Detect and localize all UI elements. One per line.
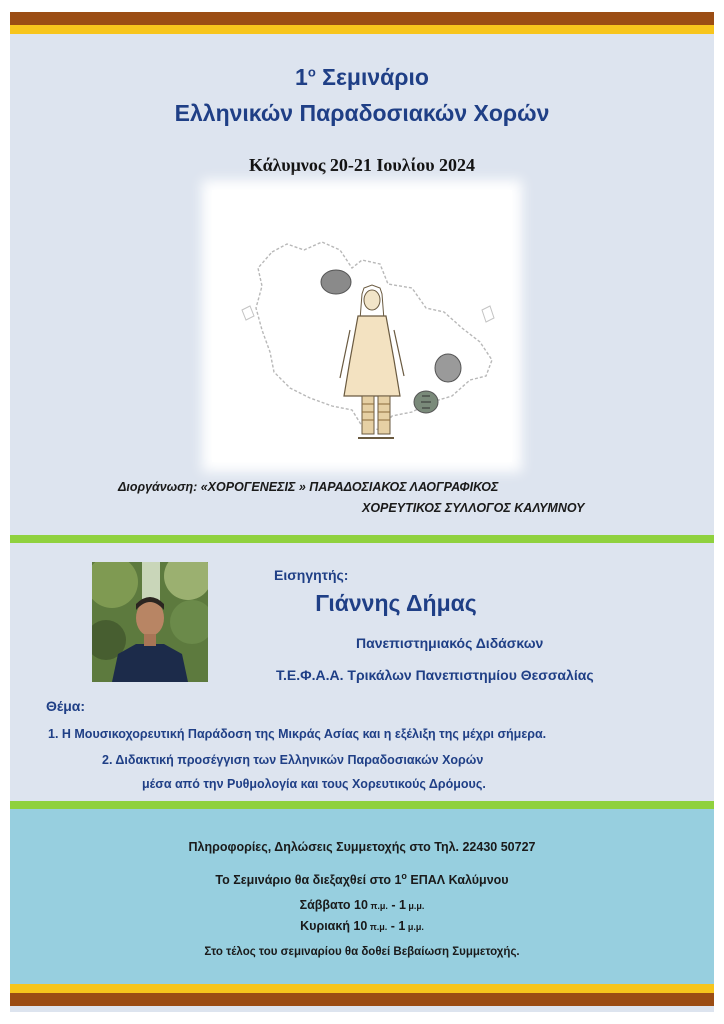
costume-map-illustration — [212, 190, 512, 462]
bottom-yellow-stripe — [10, 984, 714, 993]
green-divider-upper — [10, 535, 714, 543]
speaker-name: Γιάννης Δήμας — [315, 590, 477, 616]
speaker-label: Εισηγητής: — [274, 567, 349, 583]
seminar-title-line2: Ελληνικών Παραδοσιακών Χορών — [174, 100, 550, 126]
organizer-line1: Διοργάνωση: «ΧΟΡΟΓΕΝΕΣΙΣ » ΠΑΡΑΔΟΣΙΑΚΟΣ ΛΑΟΓΡΑΦΙΚΟΣ — [118, 480, 499, 494]
certificate-note: Στο τέλος του σεμιναρίου θα δοθεί Βεβαίωση Συμμετοχής. — [204, 946, 520, 958]
speaker-role: Πανεπιστημιακός Διδάσκων — [356, 635, 544, 651]
speaker-institution: Τ.Ε.Φ.Α.Α. Τρικάλων Πανεπιστημίου Θεσσαλίας — [276, 667, 594, 683]
saturday-schedule: Σάββατο 10 π.μ. - 1 μ.μ. — [299, 898, 425, 912]
topic-2-line1: 2. Διδακτική προσέγγιση των Ελληνικών Παραδοσιακών Χορών — [102, 753, 484, 767]
venue-info: Το Σεμινάριο θα διεξαχθεί στο $1^o$ ΕΠΑΛ Καλύμνου — [215, 871, 509, 888]
sunday-schedule: Κυριακή 10 π.μ. - 1 μ.μ. — [300, 919, 424, 933]
seminar-title-line1: $1^o$ Σεμινάριο — [295, 64, 429, 90]
event-date: Κάλυμνος 20-21 Ιουλίου 2024 — [248, 155, 476, 175]
poster — [10, 12, 714, 1012]
top-yellow-stripe — [10, 25, 714, 34]
topic-1: 1. Η Μουσικοχορευτική Παράδοση της Μικράς Ασίας και η εξέλιξη της μέχρι σήμερα. — [48, 727, 547, 741]
top-brown-stripe — [10, 12, 714, 25]
speaker-photo — [92, 562, 208, 682]
organizer-line2: ΧΟΡΕΥΤΙΚΟΣ ΣΥΛΛΟΓΟΣ ΚΑΛΥΜΝΟΥ — [362, 501, 585, 515]
bottom-brown-stripe — [10, 993, 714, 1006]
theme-label: Θέμα: — [46, 698, 86, 714]
green-divider-lower — [10, 801, 714, 809]
contact-info: Πληροφορίες, Δηλώσεις Συμμετοχής στο Τηλ. 22430 50727 — [188, 840, 536, 854]
topic-2-line2: μέσα από την Ρυθμολογία και τους Χορευτικούς Δρόμους. — [142, 777, 486, 791]
island-costume-drawing — [212, 190, 512, 462]
